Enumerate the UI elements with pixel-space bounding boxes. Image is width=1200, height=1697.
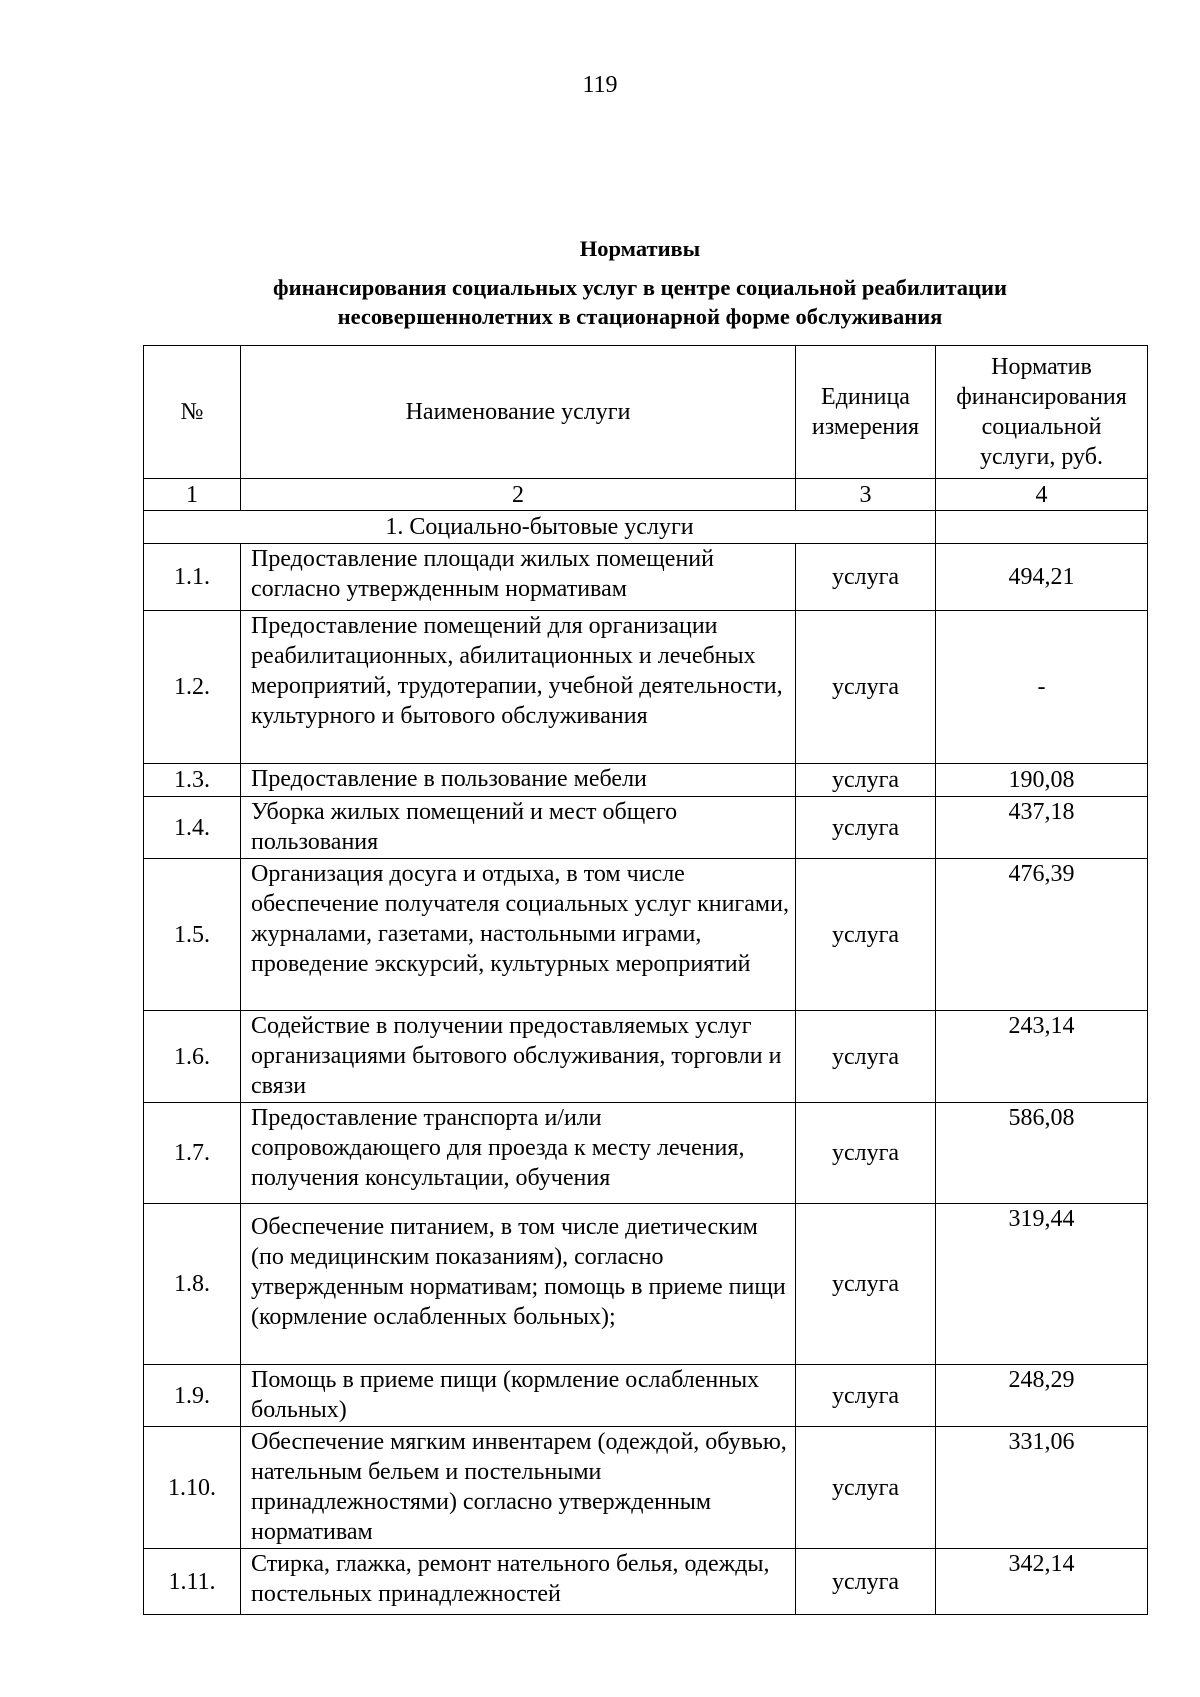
row-name: Предоставление в пользование мебели — [241, 764, 796, 797]
row-num: 1.7. — [144, 1103, 241, 1204]
row-unit: услуга — [796, 797, 936, 859]
row-norm: 190,08 — [936, 764, 1148, 797]
header-name: Наименование услуги — [241, 346, 796, 479]
table-row — [144, 1103, 1148, 1204]
table-row — [144, 1549, 1148, 1615]
section-empty-cell — [936, 511, 1148, 544]
column-numbers-row — [144, 479, 1148, 511]
row-num: 1.4. — [144, 797, 241, 859]
table-row — [144, 1365, 1148, 1427]
row-norm: 586,08 — [936, 1103, 1148, 1204]
row-unit: услуга — [796, 764, 936, 797]
row-num: 1.9. — [144, 1365, 241, 1427]
section-row — [144, 511, 1148, 544]
row-num: 1.5. — [144, 859, 241, 1011]
table-row — [144, 1011, 1148, 1103]
row-name: Содействие в получении предоставляемых услуг организациями бытового обслуживания, торговли и связи — [241, 1011, 796, 1103]
title-line-1: Нормативы — [579, 236, 701, 261]
row-norm: 476,39 — [936, 859, 1148, 1011]
row-norm: 248,29 — [936, 1365, 1148, 1427]
row-num: 1.2. — [144, 611, 241, 764]
section-title: 1. Социально-бытовые услуги — [144, 511, 936, 544]
row-norm: 494,21 — [936, 544, 1148, 611]
header-unit: Единица измерения — [796, 346, 936, 479]
column-number: 1 — [144, 479, 241, 511]
table-row — [144, 1204, 1148, 1365]
column-number: 2 — [241, 479, 796, 511]
row-unit: услуга — [796, 1011, 936, 1103]
row-unit: услуга — [796, 611, 936, 764]
title-line-3: несовершеннолетних в стационарной форме обслуживания — [337, 304, 943, 329]
row-unit: услуга — [796, 1204, 936, 1365]
table-row — [144, 797, 1148, 859]
row-num: 1.11. — [144, 1549, 241, 1615]
row-name: Обеспечение питанием, в том числе диетическим (по медицинским показаниям), согласно утвержденным нормативам; помощь в приеме пищи (кормление ослабленных больных); — [241, 1204, 796, 1365]
row-unit: услуга — [796, 1549, 936, 1615]
row-unit: услуга — [796, 544, 936, 611]
row-num: 1.8. — [144, 1204, 241, 1365]
row-name: Уборка жилых помещений и мест общего пользования — [241, 797, 796, 859]
table-row — [144, 611, 1148, 764]
table-row — [144, 859, 1148, 1011]
column-number: 3 — [796, 479, 936, 511]
row-norm: 437,18 — [936, 797, 1148, 859]
table-header-row — [144, 346, 1148, 479]
table-row — [144, 544, 1148, 611]
row-name: Предоставление площади жилых помещений согласно утвержденным нормативам — [241, 544, 796, 611]
row-norm: - — [936, 611, 1148, 764]
row-num: 1.10. — [144, 1427, 241, 1549]
norms-table — [143, 345, 1148, 1615]
row-num: 1.6. — [144, 1011, 241, 1103]
row-name: Организация досуга и отдыха, в том числе обеспечение получателя социальных услуг книгами, журналами, газетами, настольными играми, проведение экскурсий, культурных мероприятий — [241, 859, 796, 1011]
row-norm: 243,14 — [936, 1011, 1148, 1103]
row-name: Стирка, глажка, ремонт нательного белья, одежды, постельных принадлежностей — [241, 1549, 796, 1615]
column-number: 4 — [936, 479, 1148, 511]
row-norm: 342,14 — [936, 1549, 1148, 1615]
table-row — [144, 764, 1148, 797]
table-row — [144, 1427, 1148, 1549]
page-number: 119 — [582, 72, 618, 98]
header-norm: Норматив финансирования социальной услуги, руб. — [936, 346, 1148, 479]
row-name: Предоставление транспорта и/или сопровождающего для проезда к месту лечения, получения консультации, обучения — [241, 1103, 796, 1204]
row-name: Предоставление помещений для организации реабилитационных, абилитационных и лечебных мероприятий, трудотерапии, учебной деятельности, культурного и бытового обслуживания — [241, 611, 796, 764]
title-line-2: финансирования социальных услуг в центре социальной реабилитации — [273, 275, 1007, 300]
row-unit: услуга — [796, 1427, 936, 1549]
row-norm: 319,44 — [936, 1204, 1148, 1365]
header-num: № — [144, 346, 241, 479]
row-unit: услуга — [796, 859, 936, 1011]
row-name: Обеспечение мягким инвентарем (одеждой, обувью, нательным бельем и постельными принадлежностями) согласно утвержденным нормативам — [241, 1427, 796, 1549]
row-num: 1.1. — [144, 544, 241, 611]
row-name: Помощь в приеме пищи (кормление ослабленных больных) — [241, 1365, 796, 1427]
row-unit: услуга — [796, 1103, 936, 1204]
document-title — [140, 234, 1140, 331]
row-norm: 331,06 — [936, 1427, 1148, 1549]
row-num: 1.3. — [144, 764, 241, 797]
row-unit: услуга — [796, 1365, 936, 1427]
